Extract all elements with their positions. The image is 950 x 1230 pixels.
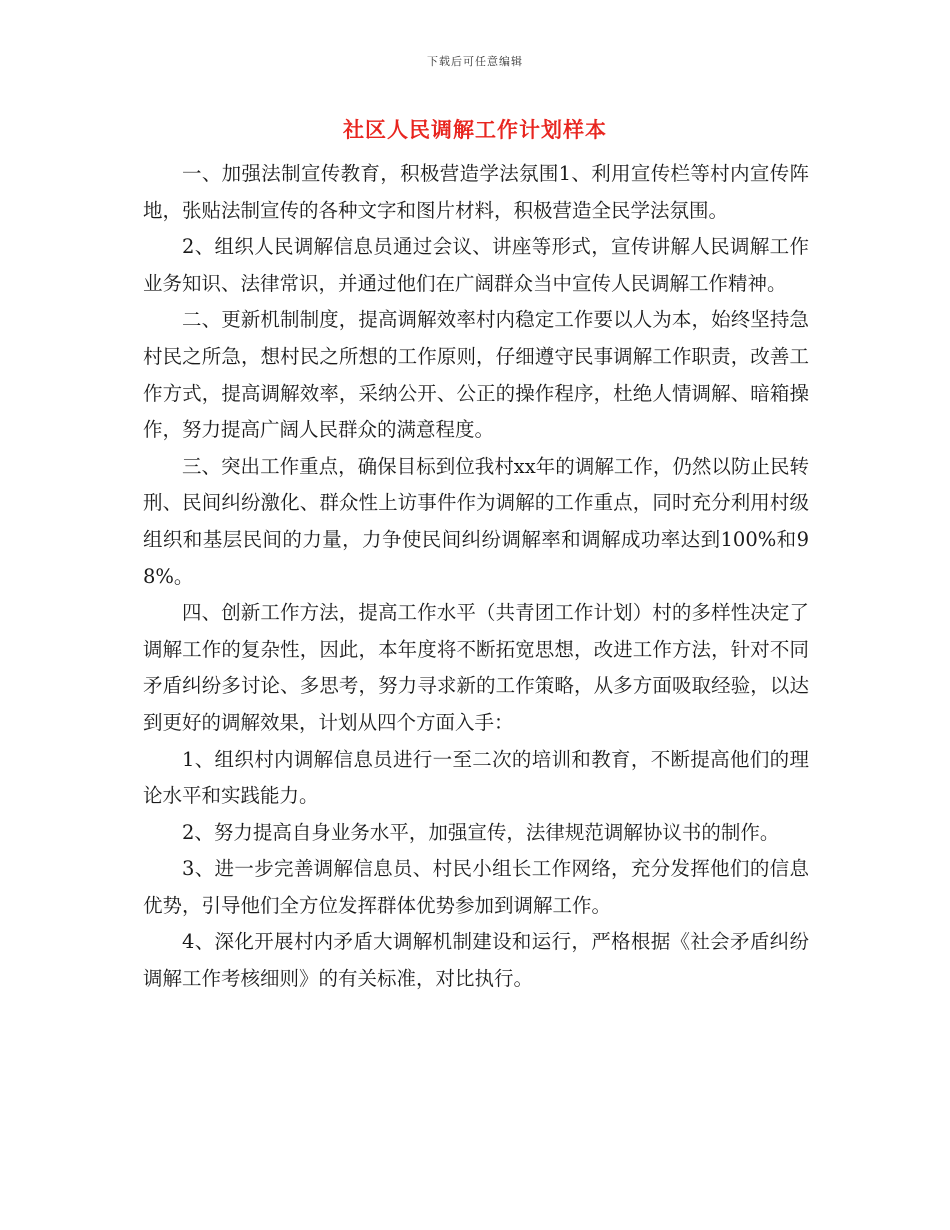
paragraph-4: 三、突出工作重点，确保目标到位我村xx年的调解工作，仍然以防止民转刑、民间纠纷激化、群众性上访事件作为调解的工作重点，同时充分利用村级组织和基层民间的力量，力争使民间纠纷调解率和调解成功率达到100%和98%。: [143, 454, 809, 588]
paragraph-6: 1、组织村内调解信息员进行一至二次的培训和教育，不断提高他们的理论水平和实践能力。: [143, 747, 809, 808]
paragraph-3: 二、更新机制制度，提高调解效率村内稳定工作要以人为本，始终坚持急村民之所急，想村民之所想的工作原则，仔细遵守民事调解工作职责，改善工作方式，提高调解效率，采纳公开、公正的操作程序，杜绝人情调解、暗箱操作，努力提高广阔人民群众的满意程度。: [143, 308, 809, 442]
paragraph-1: 一、加强法制宣传教育，积极营造学法氛围1、利用宣传栏等村内宣传阵地，张贴法制宣传的各种文字和图片材料，积极营造全民学法氛围。: [143, 162, 809, 222]
paragraph-7: 2、努力提高自身业务水平，加强宣传，法律规范调解协议书的制作。: [182, 820, 780, 844]
page-header-note: 下载后可任意编辑: [427, 55, 523, 68]
paragraph-2: 2、组织人民调解信息员通过会议、讲座等形式，宣传讲解人民调解工作业务知识、法律常识，并通过他们在广阔群众当中宣传人民调解工作精神。: [143, 235, 809, 295]
document-body: [143, 156, 809, 998]
paragraph-5: 四、创新工作方法，提高工作水平（共青团工作计划）村的多样性决定了调解工作的复杂性，因此，本年度将不断拓宽思想，改进工作方法，针对不同矛盾纠纷多讨论、多思考，努力寻求新的工作策略，从多方面吸取经验，以达到更好的调解效果，计划从四个方面入手：: [143, 601, 809, 734]
document-title: 社区人民调解工作计划样本: [343, 117, 607, 142]
paragraph-9: 4、深化开展村内矛盾大调解机制建设和运行，严格根据《社会矛盾纠纷调解工作考核细则》的有关标准，对比执行。: [143, 930, 809, 991]
paragraph-8: 3、进一步完善调解信息员、村民小组长工作网络，充分发挥他们的信息优势，引导他们全方位发挥群体优势参加到调解工作。: [143, 857, 809, 917]
